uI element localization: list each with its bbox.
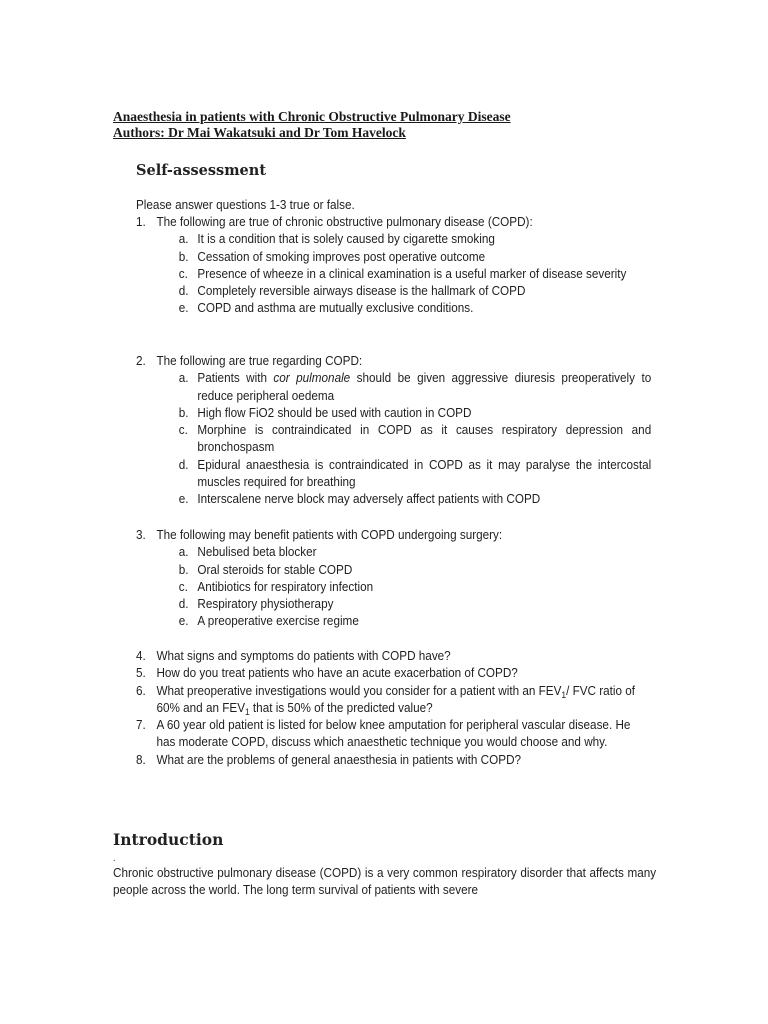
question-text: What signs and symptoms do patients with COPD have? (156, 649, 451, 663)
q6-part2: / FVC ratio of 60% and an FEV (156, 683, 636, 715)
item-letter: a. (178, 545, 189, 560)
item-text: Presence of wheeze in a clinical examination is a useful marker of disease severity (197, 266, 627, 281)
question-text: The following are true of chronic obstructive pulmonary disease (COPD): (156, 215, 533, 229)
stray-dot: . (113, 853, 116, 864)
item-letter: e. (178, 614, 189, 629)
question-text: A 60 year old patient is listed for below knee amputation for peripheral vascular disease. He has moderate COPD, discuss which anaesthetic technique you would choose and why. (156, 718, 631, 750)
item-letter: d. (178, 457, 189, 472)
question-text: What are the problems of general anaesthesia in patients with COPD? (156, 752, 522, 767)
list-item (179, 613, 657, 630)
q6-part1: What preoperative investigations would you consider for a patient with an FEV (156, 683, 562, 698)
list-item (179, 579, 657, 596)
item-text: Oral steroids for stable COPD (197, 562, 353, 577)
answer-list (136, 370, 657, 508)
document-authors: Authors: Dr Mai Wakatsuki and Dr Tom Havelock (113, 125, 406, 140)
list-item (179, 283, 657, 300)
question-text: How do you treat patients who have an acute exacerbation of COPD? (156, 666, 518, 681)
item-text (197, 370, 651, 405)
item-text: Nebulised beta blocker (197, 545, 317, 560)
item-text: It is a condition that is solely caused by cigarette smoking (197, 232, 495, 247)
question-6 (136, 683, 657, 718)
item-letter: c. (178, 423, 188, 438)
question-number: 8. (136, 752, 146, 767)
title-block (113, 109, 511, 141)
item-letter: b. (178, 562, 189, 577)
list-item (179, 544, 657, 561)
question-number: 7. (136, 718, 146, 733)
question-number: 4. (136, 649, 146, 663)
item-text: Respiratory physiotherapy (197, 597, 334, 612)
item-text: Cessation of smoking improves post operative outcome (197, 249, 486, 264)
q6-subscript-1: 1 (561, 689, 567, 700)
question-text: The following are true regarding COPD: (156, 354, 363, 368)
list-item (179, 562, 657, 579)
list-item (179, 422, 657, 457)
question-number: 2. (136, 354, 146, 368)
answer-list (136, 544, 657, 630)
question-4 (136, 648, 657, 665)
question-8 (136, 752, 657, 769)
self-assessment-heading: Self-assessment (136, 162, 267, 179)
item-letter: b. (178, 249, 189, 264)
item-letter: d. (178, 284, 189, 299)
item-text-italic: cor pulmonale (273, 371, 351, 386)
list-item (179, 231, 657, 248)
introduction-paragraph: Chronic obstructive pulmonary disease (COPD) is a very common respiratory disorder that affects many people across the world. The long term survival of patients with severe (113, 866, 657, 898)
item-letter: b. (178, 405, 189, 420)
question-1 (136, 214, 657, 318)
question-text (156, 683, 649, 718)
item-text: Morphine is contraindicated in COPD as it causes respiratory depression and bronchospasm (197, 423, 652, 455)
item-text: COPD and asthma are mutually exclusive conditions. (197, 301, 474, 316)
question-number: 5. (136, 666, 146, 681)
item-text: Completely reversible airways disease is the hallmark of COPD (197, 284, 526, 299)
list-item (179, 370, 657, 405)
item-text-post: should be given aggressive diuresis preoperatively to reduce peripheral oedema (197, 371, 652, 403)
item-letter: c. (178, 266, 188, 281)
question-7 (136, 717, 657, 752)
q6-subscript-2: 1 (245, 706, 250, 717)
item-letter: a. (178, 232, 189, 247)
question-text: The following may benefit patients with COPD undergoing surgery: (156, 528, 503, 542)
list-item (179, 491, 657, 508)
list-item (179, 405, 657, 422)
open-questions (136, 648, 657, 769)
item-text: High flow FiO2 should be used with caution in COPD (197, 405, 472, 420)
list-item (179, 300, 657, 317)
document-title: Anaesthesia in patients with Chronic Obstructive Pulmonary Disease (113, 109, 511, 124)
question-3 (136, 527, 657, 631)
q6-part3: that is 50% of the predicted value? (249, 700, 433, 715)
item-text: Interscalene nerve block may adversely affect patients with COPD (197, 492, 541, 507)
list-item (179, 249, 657, 266)
list-item (179, 266, 657, 283)
item-text: A preoperative exercise regime (197, 614, 359, 629)
item-letter: a. (178, 371, 189, 386)
item-letter: d. (178, 597, 189, 612)
item-text: Epidural anaesthesia is contraindicated in COPD as it may paralyse the intercostal muscles required for breathing (197, 457, 652, 490)
item-letter: e. (178, 492, 189, 507)
list-item (179, 596, 657, 613)
answer-list (136, 231, 657, 317)
question-number: 6. (136, 683, 146, 698)
item-letter: c. (178, 579, 188, 594)
item-text: Antibiotics for respiratory infection (197, 579, 374, 594)
question-number: 3. (136, 528, 146, 542)
item-text-pre: Patients with (197, 371, 267, 386)
item-letter: e. (178, 301, 189, 316)
list-item (179, 457, 657, 492)
instructions-text: Please answer questions 1-3 true or false. (136, 198, 355, 212)
question-5 (136, 665, 657, 682)
question-number: 1. (136, 215, 146, 229)
question-2 (136, 353, 657, 509)
introduction-heading: Introduction (113, 830, 224, 849)
